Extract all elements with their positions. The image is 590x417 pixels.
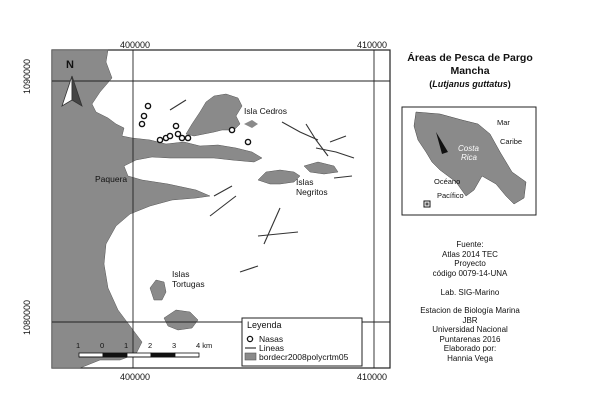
grid-label-x-east-top: 410000 (357, 40, 388, 50)
legend-nasas-symbol (247, 336, 252, 341)
inset-locator-fill (426, 203, 429, 206)
map-title (404, 52, 536, 91)
credit-line: Atlas 2014 TEC (442, 249, 498, 259)
credits-author (404, 306, 536, 363)
map-title-line1: Áreas de Pesca de Pargo (407, 52, 533, 64)
scale-label: 4 km (196, 341, 213, 350)
trap-point (179, 135, 184, 140)
map-title-line2: Mancha (450, 65, 490, 77)
legend-item-label: Lineas (259, 343, 285, 353)
label-islas-tortugas-1: Islas (172, 269, 190, 279)
credit-line: Estacion de Biología Marina (420, 306, 520, 315)
credits-source (404, 240, 536, 278)
inset-label-oceano: Océano (434, 177, 461, 186)
legend-item-label: Nasas (259, 334, 284, 344)
trap-point (167, 133, 172, 138)
legend-title: Leyenda (247, 320, 282, 330)
credit-line: código 0079-14-UNA (432, 268, 508, 278)
credit-line: Proyecto (454, 259, 486, 268)
credit-line: Lab. SIG-Marino (440, 288, 500, 297)
legend-fill-symbol (245, 353, 256, 360)
grid-label-x-west-bottom: 400000 (120, 372, 151, 382)
credits-lab (404, 288, 536, 298)
label-isla-cedros: Isla Cedros (244, 106, 287, 116)
scale-bar (79, 353, 199, 357)
trap-point (145, 103, 150, 108)
grid-label-y-south: 1080000 (22, 299, 32, 335)
scale-label: 1 (124, 341, 129, 350)
label-islas-negritos-1: Islas (296, 177, 314, 187)
credit-line: Puntarenas 2016 (439, 334, 501, 344)
credit-line: Fuente: (456, 240, 484, 249)
scale-label: 1 (76, 341, 81, 350)
label-islas-tortugas-2: Tortugas (172, 279, 205, 289)
trap-point (139, 121, 144, 126)
grid-label-x-east-bottom: 410000 (357, 372, 388, 382)
trap-point (185, 135, 190, 140)
scale-label: 0 (100, 341, 105, 350)
trap-point (157, 137, 162, 142)
inset-label-caribe: Caribe (500, 137, 523, 146)
inset-label-mar: Mar (497, 118, 510, 127)
inset-label-costa: Costa (458, 144, 479, 153)
credit-line: Universidad Nacional (432, 325, 508, 334)
trap-point (245, 139, 250, 144)
trap-point (229, 127, 234, 132)
label-islas-negritos-2: Negritos (296, 187, 328, 197)
legend-item-label: bordecr2008polycrtm05 (259, 352, 349, 362)
grid-label-x-west-top: 400000 (120, 40, 151, 50)
scale-label: 2 (148, 341, 153, 350)
inset-label-pacifico: Pacífico (437, 191, 464, 200)
trap-point (141, 113, 146, 118)
scale-label: 3 (172, 341, 177, 350)
map-title-species-wrap: (Lutjanus guttatus) (429, 79, 511, 89)
credit-line: JBR (462, 315, 478, 325)
inset-label-rica: Rica (461, 153, 478, 162)
grid-label-y-north: 1090000 (22, 58, 32, 94)
credit-line: Elaborado por: (443, 344, 497, 353)
trap-point (173, 123, 178, 128)
label-paquera: Paquera (95, 174, 128, 184)
north-arrow-label: N (66, 59, 74, 71)
credit-line: Hannia Vega (447, 353, 493, 363)
map-title-species: Lutjanus guttatus (432, 79, 508, 89)
